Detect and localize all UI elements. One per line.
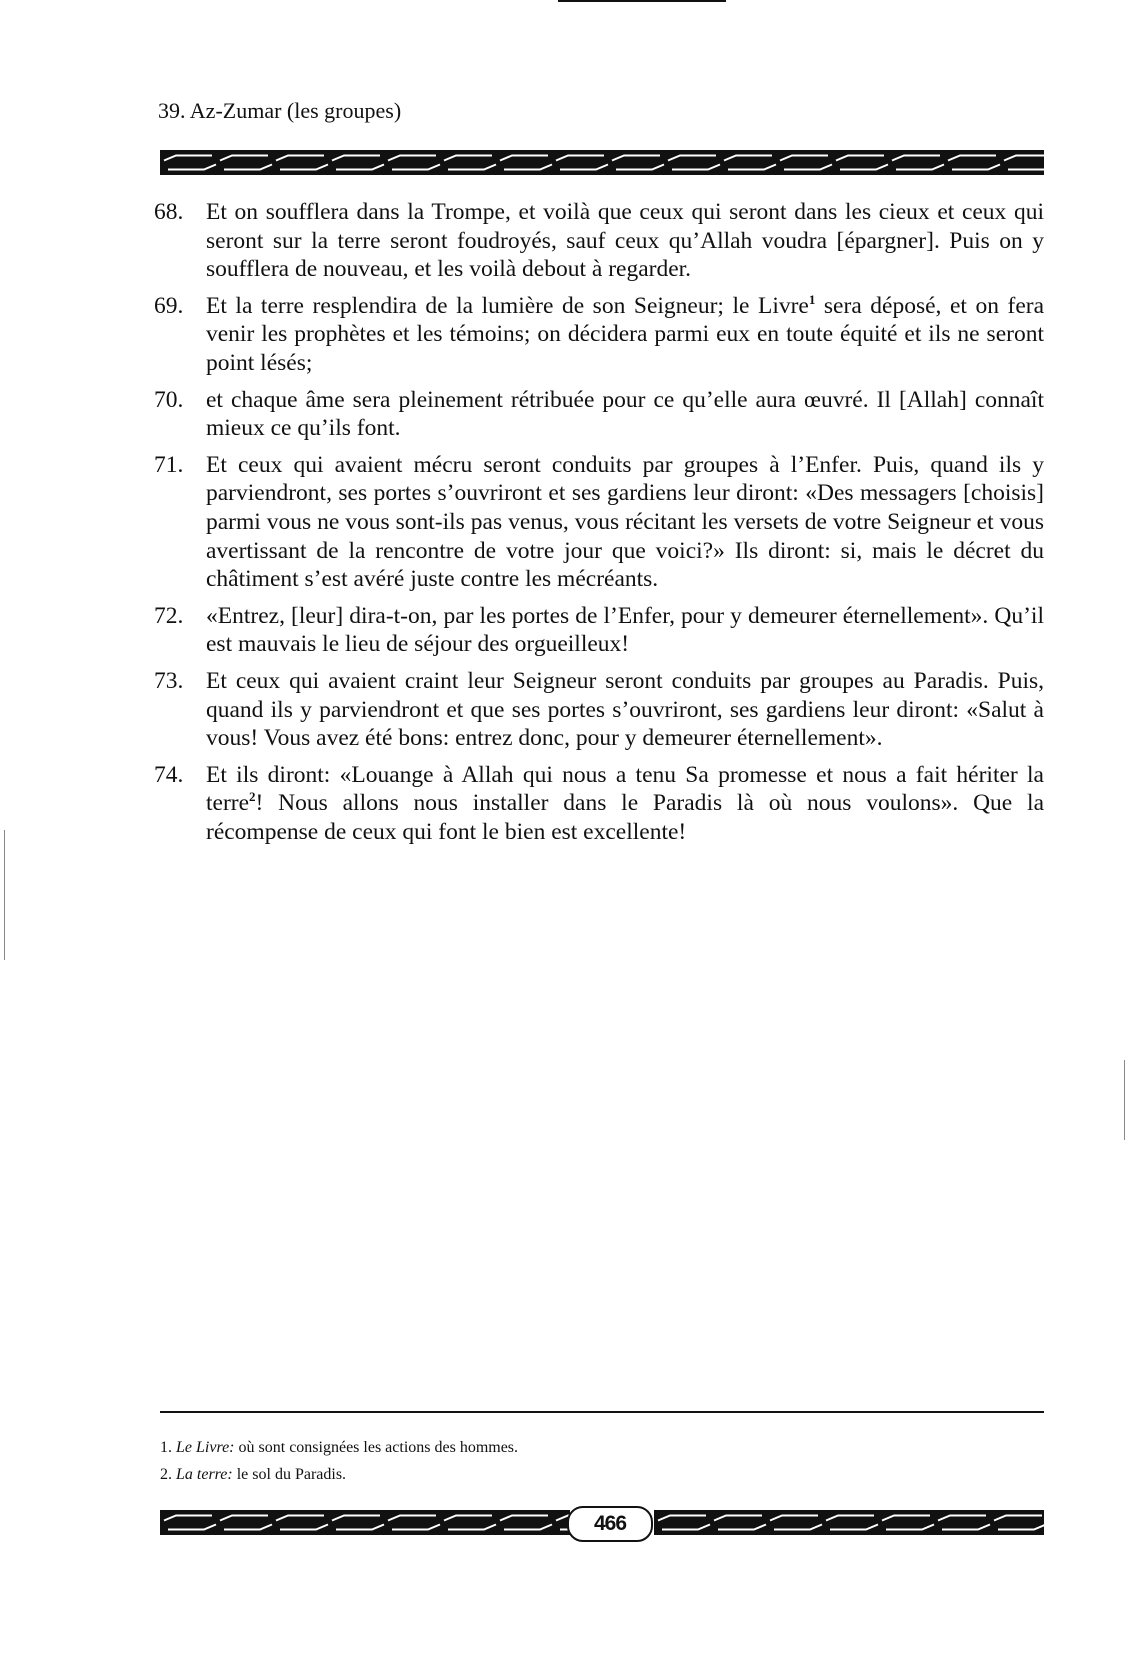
footnote-text: le sol du Paradis.	[232, 1466, 347, 1483]
footnote-ref-2: 2	[249, 789, 256, 805]
verse-number: 68.	[154, 199, 184, 225]
verse-number: 70.	[154, 386, 184, 413]
verse-text-part: Et la terre resplendira de la lumière de son Seigneur; le Livre	[206, 292, 809, 319]
footnote-1	[160, 1438, 1044, 1458]
verse-69	[154, 292, 1044, 378]
verse-number: 71.	[154, 451, 184, 478]
footnote-ref-1: 1	[808, 291, 816, 307]
verse-text: et chaque âme sera pleinement rétribuée pour ce qu’elle aura œuvré. Il [Allah] connaît mieux ce qu’ils font.	[206, 386, 1044, 442]
verse-text-part: sera déposé, et on fera venir les prophètes et les témoins; on décidera parmi eux en toute équité et ils ne seront point lésés;	[206, 292, 1045, 376]
verse-70	[154, 386, 1044, 443]
verse-73	[154, 667, 1044, 753]
margin-mark-right	[1124, 1060, 1125, 1140]
footnote-number: 1.	[160, 1439, 172, 1456]
footnote-2	[160, 1465, 1044, 1485]
verse-number: 72.	[154, 602, 184, 629]
verse-71	[154, 451, 1044, 594]
verse-list	[154, 198, 1044, 854]
verse-text-part: Et ils diront: «Louange à Allah qui nous a tenu Sa promesse et nous a fait hériter la terre	[206, 761, 1044, 817]
footnote-number: 2.	[160, 1466, 172, 1483]
verse-text: Et ceux qui avaient mécru seront conduits par groupes à l’Enfer. Puis, quand ils y parviendront, ses portes s’ouvriront et ses gardiens leur diront: «Des messagers [choisis] parmi vous ne vous sont-ils pas venus, vous récitant les versets de votre Seigneur et vous avertissant de la rencontre de votre jour que voici?» Ils diront: si, mais le décret du châtiment s’est avéré juste contre les mécréants.	[206, 451, 1044, 593]
verse-number: 73.	[154, 667, 184, 694]
verse-text: Et ceux qui avaient craint leur Seigneur seront conduits par groupes au Paradis. Puis, quand ils y parviendront et que ses portes s’ouvriront, ses gardiens leur diront: «Salut à vous! Vous avez été bons: entrez donc, pour y demeurer éternellement».	[206, 667, 1044, 752]
verse-68	[154, 198, 1044, 284]
verse-74	[154, 761, 1044, 847]
page-number: 466	[567, 1506, 653, 1542]
footnote-separator	[160, 1411, 1044, 1413]
verse-text	[206, 761, 1044, 847]
decorative-band-bottom-left	[160, 1510, 570, 1535]
margin-mark-left	[4, 830, 5, 960]
decorative-band-top	[160, 150, 1044, 175]
page-header-title: 39. Az-Zumar (les groupes)	[158, 98, 402, 123]
verse-text: Et on soufflera dans la Trompe, et voilà que ceux qui seront dans les cieux et ceux qui seront sur la terre seront foudroyés, sauf ceux qu’Allah voudra [épargner]. Puis on y soufflera de nouveau, et les voilà debout à regarder.	[206, 199, 1044, 283]
verse-number: 69.	[154, 292, 184, 319]
verse-text-part: ! Nous allons nous installer dans le Paradis là où nous voulons». Que la récompense de ceux qui font le bien est excellente!	[206, 790, 1044, 845]
verse-72	[154, 602, 1044, 659]
verse-text	[206, 292, 1044, 378]
top-rule	[558, 0, 726, 2]
verse-number: 74.	[154, 761, 184, 788]
verse-text: «Entrez, [leur] dira-t-on, par les portes de l’Enfer, pour y demeurer éternellement». Qu’il est mauvais le lieu de séjour des orgueilleux!	[206, 602, 1044, 658]
footnotes	[160, 1438, 1044, 1492]
decorative-band-bottom-right	[654, 1510, 1044, 1535]
footnote-text: où sont consignées les actions des hommes.	[234, 1439, 519, 1456]
footnote-term: La terre:	[176, 1466, 233, 1483]
footnote-term: Le Livre:	[176, 1439, 235, 1456]
